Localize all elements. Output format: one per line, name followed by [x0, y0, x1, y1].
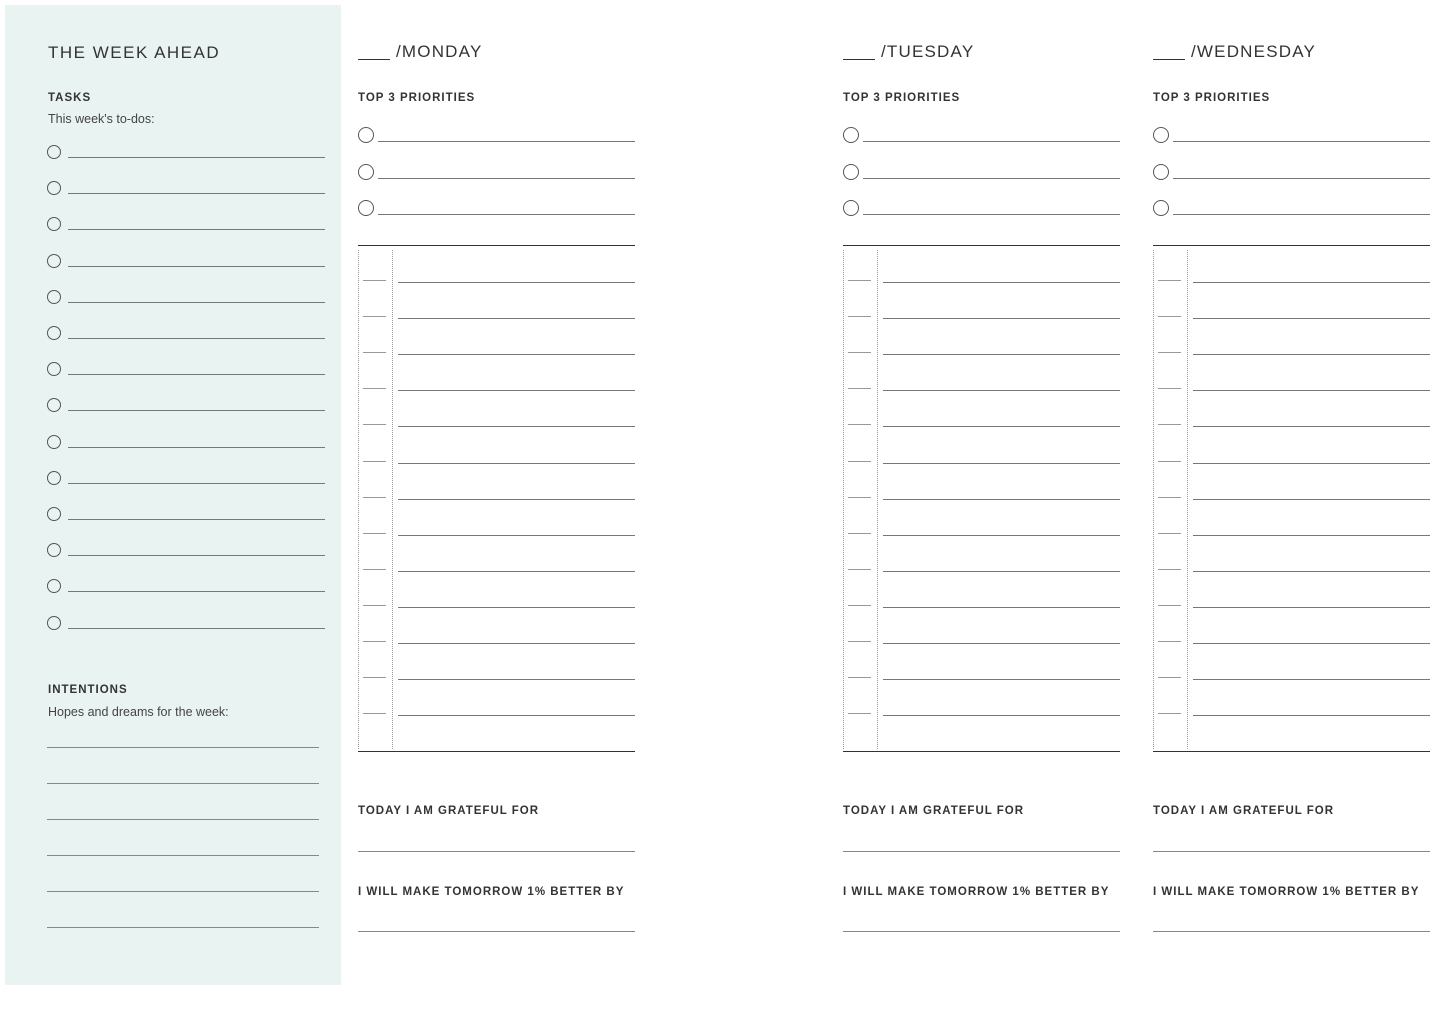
priority-item[interactable] — [358, 200, 635, 218]
priority-checkbox[interactable] — [358, 200, 374, 216]
schedule-write-line[interactable] — [1193, 715, 1430, 716]
priority-checkbox[interactable] — [843, 164, 859, 180]
task-checkbox[interactable] — [47, 254, 61, 268]
priorities-heading: TOP 3 PRIORITIES — [358, 92, 476, 104]
schedule-grid — [843, 245, 1120, 752]
time-slot-blank[interactable] — [1158, 352, 1181, 353]
day-name: /WEDNESDAY — [1191, 42, 1317, 61]
task-item[interactable] — [47, 290, 325, 308]
priority-write-line[interactable] — [863, 214, 1120, 215]
week-ahead-panel — [5, 5, 341, 985]
schedule-write-line[interactable] — [398, 679, 635, 680]
schedule-write-line[interactable] — [398, 535, 635, 536]
time-slot-blank[interactable] — [1158, 316, 1181, 317]
priority-checkbox[interactable] — [358, 164, 374, 180]
priority-checkbox[interactable] — [1153, 127, 1169, 143]
priority-write-line[interactable] — [378, 214, 635, 215]
schedule-write-line[interactable] — [1193, 643, 1430, 644]
priorities-heading: TOP 3 PRIORITIES — [1153, 92, 1271, 104]
time-slot-blank[interactable] — [848, 280, 871, 281]
time-slot-blank[interactable] — [848, 533, 871, 534]
time-slot-blank[interactable] — [1158, 497, 1181, 498]
task-write-line[interactable] — [68, 374, 325, 375]
schedule-write-line[interactable] — [883, 679, 1120, 680]
tasks-subtitle: This week's to-dos: — [48, 112, 155, 126]
grateful-heading: TODAY I AM GRATEFUL FOR — [358, 805, 540, 817]
schedule-write-line[interactable] — [398, 463, 635, 464]
intention-write-line[interactable] — [47, 855, 319, 856]
schedule-write-line[interactable] — [883, 426, 1120, 427]
priority-checkbox[interactable] — [1153, 164, 1169, 180]
better-tomorrow-write-line[interactable] — [358, 931, 635, 932]
priority-write-line[interactable] — [378, 141, 635, 142]
intention-write-line[interactable] — [47, 819, 319, 820]
task-write-line[interactable] — [68, 591, 325, 592]
task-checkbox[interactable] — [47, 616, 61, 630]
time-slot-blank[interactable] — [1158, 424, 1181, 425]
task-write-line[interactable] — [68, 628, 325, 629]
date-blank[interactable] — [358, 59, 390, 60]
schedule-write-line[interactable] — [398, 426, 635, 427]
task-item[interactable] — [47, 217, 325, 235]
schedule-write-line[interactable] — [883, 571, 1120, 572]
task-checkbox[interactable] — [47, 471, 61, 485]
schedule-time-divider — [877, 250, 878, 749]
time-slot-blank[interactable] — [848, 497, 871, 498]
schedule-grid — [358, 245, 635, 752]
tasks-heading: TASKS — [48, 92, 92, 104]
task-item[interactable] — [47, 543, 325, 561]
task-write-line[interactable] — [68, 302, 325, 303]
priority-item[interactable] — [358, 127, 635, 145]
schedule-write-line[interactable] — [1193, 607, 1430, 608]
time-slot-blank[interactable] — [1158, 280, 1181, 281]
day-column-wednesday — [1153, 0, 1431, 1009]
priority-write-line[interactable] — [863, 178, 1120, 179]
schedule-write-line[interactable] — [398, 282, 635, 283]
schedule-write-line[interactable] — [398, 571, 635, 572]
time-slot-blank[interactable] — [363, 461, 386, 462]
intention-write-line[interactable] — [47, 891, 319, 892]
task-write-line[interactable] — [68, 447, 325, 448]
schedule-write-line[interactable] — [1193, 390, 1430, 391]
priority-write-line[interactable] — [1173, 214, 1430, 215]
task-write-line[interactable] — [68, 483, 325, 484]
task-item[interactable] — [47, 471, 325, 489]
priority-item[interactable] — [358, 164, 635, 182]
day-name: /MONDAY — [396, 42, 483, 61]
schedule-write-line[interactable] — [883, 390, 1120, 391]
schedule-write-line[interactable] — [1193, 679, 1430, 680]
task-checkbox[interactable] — [47, 362, 61, 376]
schedule-grid — [1153, 245, 1430, 752]
schedule-time-divider — [1187, 250, 1188, 749]
schedule-write-line[interactable] — [883, 607, 1120, 608]
day-column-tuesday — [843, 0, 1121, 1009]
day-column-monday — [358, 0, 636, 1009]
task-write-line[interactable] — [68, 229, 325, 230]
schedule-dotted-border — [358, 250, 359, 749]
time-slot-blank[interactable] — [363, 605, 386, 606]
time-slot-blank[interactable] — [363, 713, 386, 714]
schedule-write-line[interactable] — [398, 390, 635, 391]
time-slot-blank[interactable] — [363, 533, 386, 534]
time-slot-blank[interactable] — [848, 677, 871, 678]
priority-checkbox[interactable] — [843, 127, 859, 143]
schedule-write-line[interactable] — [398, 715, 635, 716]
time-slot-blank[interactable] — [363, 388, 386, 389]
task-checkbox[interactable] — [47, 507, 61, 521]
time-slot-blank[interactable] — [363, 280, 386, 281]
schedule-write-line[interactable] — [883, 318, 1120, 319]
time-slot-blank[interactable] — [848, 388, 871, 389]
schedule-write-line[interactable] — [1193, 535, 1430, 536]
schedule-write-line[interactable] — [398, 354, 635, 355]
priority-item[interactable] — [843, 127, 1120, 145]
time-slot-blank[interactable] — [363, 641, 386, 642]
schedule-write-line[interactable] — [883, 282, 1120, 283]
schedule-write-line[interactable] — [1193, 318, 1430, 319]
priority-item[interactable] — [843, 200, 1120, 218]
time-slot-blank[interactable] — [363, 497, 386, 498]
time-slot-blank[interactable] — [848, 605, 871, 606]
schedule-write-line[interactable] — [398, 607, 635, 608]
task-item[interactable] — [47, 145, 325, 163]
time-slot-blank[interactable] — [1158, 605, 1181, 606]
priority-item[interactable] — [1153, 127, 1430, 145]
task-item[interactable] — [47, 507, 325, 525]
priority-checkbox[interactable] — [358, 127, 374, 143]
better-tomorrow-write-line[interactable] — [1153, 931, 1430, 932]
task-item[interactable] — [47, 616, 325, 634]
task-write-line[interactable] — [68, 266, 325, 267]
schedule-write-line[interactable] — [883, 715, 1120, 716]
grateful-write-line[interactable] — [1153, 851, 1430, 852]
time-slot-blank[interactable] — [848, 713, 871, 714]
task-checkbox[interactable] — [47, 217, 61, 231]
time-slot-blank[interactable] — [363, 677, 386, 678]
time-slot-blank[interactable] — [1158, 461, 1181, 462]
priority-item[interactable] — [1153, 164, 1430, 182]
task-item[interactable] — [47, 398, 325, 416]
task-checkbox[interactable] — [47, 435, 61, 449]
better-tomorrow-heading: I WILL MAKE TOMORROW 1% BETTER BY — [358, 886, 625, 898]
task-write-line[interactable] — [68, 193, 325, 194]
intentions-heading: INTENTIONS — [48, 684, 128, 696]
time-slot-blank[interactable] — [363, 352, 386, 353]
task-item[interactable] — [47, 181, 325, 199]
priority-checkbox[interactable] — [843, 200, 859, 216]
time-slot-blank[interactable] — [1158, 677, 1181, 678]
grateful-write-line[interactable] — [358, 851, 635, 852]
task-checkbox[interactable] — [47, 181, 61, 195]
schedule-write-line[interactable] — [1193, 499, 1430, 500]
schedule-write-line[interactable] — [398, 499, 635, 500]
time-slot-blank[interactable] — [363, 316, 386, 317]
task-checkbox[interactable] — [47, 326, 61, 340]
schedule-write-line[interactable] — [1193, 463, 1430, 464]
priority-write-line[interactable] — [378, 178, 635, 179]
grateful-heading: TODAY I AM GRATEFUL FOR — [843, 805, 1025, 817]
grateful-write-line[interactable] — [843, 851, 1120, 852]
task-write-line[interactable] — [68, 519, 325, 520]
priority-write-line[interactable] — [1173, 141, 1430, 142]
task-checkbox[interactable] — [47, 398, 61, 412]
priority-item[interactable] — [1153, 200, 1430, 218]
priorities-heading: TOP 3 PRIORITIES — [843, 92, 961, 104]
time-slot-blank[interactable] — [363, 424, 386, 425]
better-tomorrow-write-line[interactable] — [843, 931, 1120, 932]
day-title — [1153, 42, 1316, 62]
time-slot-blank[interactable] — [363, 569, 386, 570]
time-slot-blank[interactable] — [1158, 533, 1181, 534]
schedule-write-line[interactable] — [398, 643, 635, 644]
task-checkbox[interactable] — [47, 290, 61, 304]
time-slot-blank[interactable] — [848, 316, 871, 317]
time-slot-blank[interactable] — [1158, 641, 1181, 642]
task-item[interactable] — [47, 435, 325, 453]
schedule-write-line[interactable] — [883, 643, 1120, 644]
day-title — [843, 42, 974, 62]
task-item[interactable] — [47, 362, 325, 380]
date-blank[interactable] — [843, 59, 875, 60]
schedule-dotted-border — [843, 250, 844, 749]
priority-write-line[interactable] — [1173, 178, 1430, 179]
schedule-write-line[interactable] — [1193, 426, 1430, 427]
intention-write-line[interactable] — [47, 927, 319, 928]
intention-write-line[interactable] — [47, 747, 319, 748]
task-write-line[interactable] — [68, 157, 325, 158]
date-blank[interactable] — [1153, 59, 1185, 60]
task-item[interactable] — [47, 579, 325, 597]
task-checkbox[interactable] — [47, 543, 61, 557]
time-slot-blank[interactable] — [848, 569, 871, 570]
schedule-write-line[interactable] — [1193, 282, 1430, 283]
time-slot-blank[interactable] — [1158, 569, 1181, 570]
schedule-write-line[interactable] — [883, 499, 1120, 500]
schedule-write-line[interactable] — [398, 318, 635, 319]
task-checkbox[interactable] — [47, 579, 61, 593]
day-title — [358, 42, 482, 62]
week-ahead-title: THE WEEK AHEAD — [48, 43, 221, 62]
time-slot-blank[interactable] — [848, 461, 871, 462]
intention-write-line[interactable] — [47, 783, 319, 784]
priority-checkbox[interactable] — [1153, 200, 1169, 216]
priority-item[interactable] — [843, 164, 1120, 182]
priority-write-line[interactable] — [863, 141, 1120, 142]
task-write-line[interactable] — [68, 338, 325, 339]
schedule-dotted-border — [1153, 250, 1154, 749]
schedule-time-divider — [392, 250, 393, 749]
task-item[interactable] — [47, 254, 325, 272]
task-item[interactable] — [47, 326, 325, 344]
time-slot-blank[interactable] — [848, 352, 871, 353]
time-slot-blank[interactable] — [848, 641, 871, 642]
intentions-subtitle: Hopes and dreams for the week: — [48, 705, 229, 719]
task-checkbox[interactable] — [47, 145, 61, 159]
better-tomorrow-heading: I WILL MAKE TOMORROW 1% BETTER BY — [843, 886, 1110, 898]
schedule-write-line[interactable] — [883, 354, 1120, 355]
time-slot-blank[interactable] — [1158, 713, 1181, 714]
schedule-write-line[interactable] — [883, 535, 1120, 536]
day-name: /TUESDAY — [881, 42, 975, 61]
better-tomorrow-heading: I WILL MAKE TOMORROW 1% BETTER BY — [1153, 886, 1420, 898]
task-write-line[interactable] — [68, 410, 325, 411]
grateful-heading: TODAY I AM GRATEFUL FOR — [1153, 805, 1335, 817]
time-slot-blank[interactable] — [1158, 388, 1181, 389]
task-write-line[interactable] — [68, 555, 325, 556]
schedule-write-line[interactable] — [883, 463, 1120, 464]
time-slot-blank[interactable] — [848, 424, 871, 425]
schedule-write-line[interactable] — [1193, 571, 1430, 572]
schedule-write-line[interactable] — [1193, 354, 1430, 355]
